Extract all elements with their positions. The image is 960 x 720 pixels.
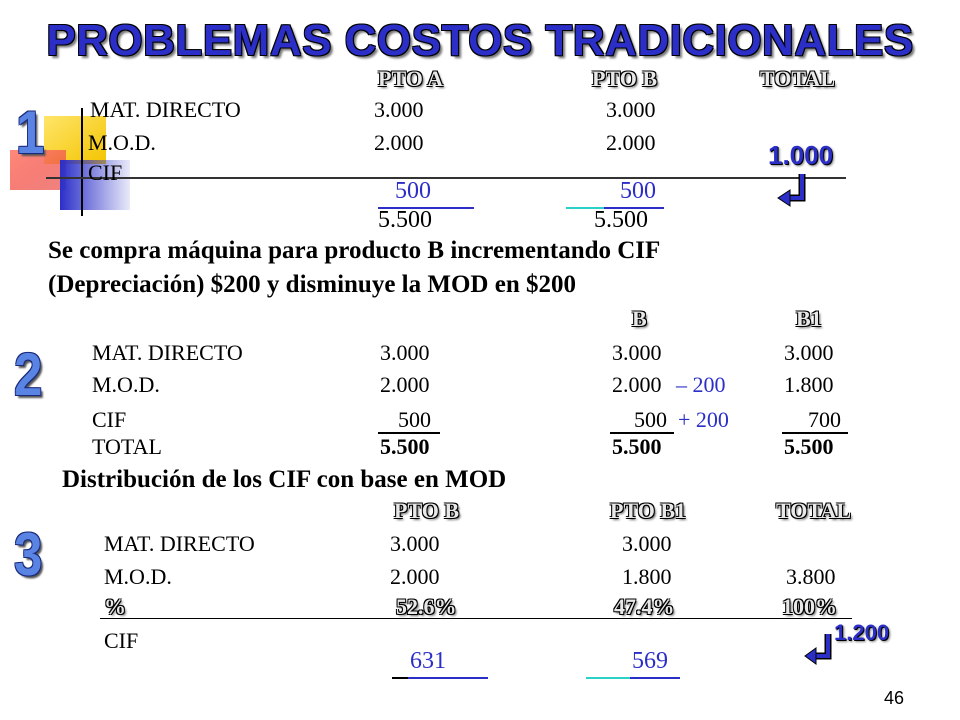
row2-label-total: TOTAL	[92, 434, 162, 459]
value2-cif-adjustment: + 200	[678, 407, 729, 432]
cif3-underline-b	[408, 677, 488, 679]
row-label-cif: CIF	[88, 160, 123, 185]
value2-b1-cif: 700	[808, 407, 841, 432]
value2-c1-total: 5.500	[380, 434, 430, 459]
value-pto-b-cif: 500	[620, 178, 656, 204]
total-pto-a: 5.500	[378, 207, 432, 233]
value3-total-mod: 3.800	[786, 564, 836, 589]
header-pto-b: PTO B	[592, 66, 658, 91]
value3-b-mat: 3.000	[390, 531, 440, 556]
value2-c1-mod: 2.000	[380, 372, 430, 397]
row3-label-cif: CIF	[104, 628, 139, 653]
row3-label-mod: M.O.D.	[104, 564, 172, 589]
step-number-2: 2	[14, 341, 43, 408]
value3-b1-mod: 1.800	[622, 564, 672, 589]
value-pto-b-mod: 2.000	[606, 130, 656, 155]
value2-c1-cif: 500	[398, 407, 431, 432]
row2-label-cif: CIF	[92, 407, 127, 432]
step-number-3: 3	[14, 521, 43, 588]
cif-total-callout: 1.000	[768, 140, 834, 170]
total-pto-b: 5.500	[594, 207, 648, 233]
row3-label-mat-directo: MAT. DIRECTO	[104, 531, 255, 556]
row2-label-mod: M.O.D.	[92, 372, 160, 397]
section-divider-line	[46, 177, 846, 179]
return-arrow-icon-2	[804, 632, 838, 670]
header-b: B	[632, 306, 647, 331]
value2-b1-mod: 1.800	[784, 372, 834, 397]
value2-mod-adjustment: – 200	[676, 372, 726, 397]
cif3-underline-b-black	[392, 677, 408, 679]
value3-total-percent: 100%	[782, 594, 837, 619]
header-pto-a: PTO A	[378, 66, 444, 91]
value3-b-mod: 2.000	[390, 564, 440, 589]
value2-c1-mat: 3.000	[380, 340, 430, 365]
row3-label-percent: %	[104, 594, 126, 619]
value2-b-total: 5.500	[612, 434, 662, 459]
value2-b-cif: 500	[634, 407, 667, 432]
value2-b-mat: 3.000	[612, 340, 662, 365]
cif3-underline-b1-teal	[586, 677, 630, 679]
value3-b1-percent: 47.4%	[614, 594, 675, 619]
page-number: 46	[884, 688, 905, 708]
value3-b1-mat: 3.000	[622, 531, 672, 556]
value2-b-mod: 2.000	[612, 372, 662, 397]
page-title: PROBLEMAS COSTOS TRADICIONALES	[46, 16, 914, 65]
value-pto-a-cif: 500	[395, 178, 431, 204]
percent-underline	[100, 618, 852, 619]
value3-b1-cif: 569	[632, 648, 668, 674]
header3-pto-b1: PTO B1	[610, 498, 687, 523]
cif3-underline-b1	[630, 677, 680, 679]
value-pto-a-mat: 3.000	[374, 97, 424, 122]
row2-label-mat-directo: MAT. DIRECTO	[92, 340, 243, 365]
return-arrow-icon	[776, 172, 812, 212]
value2-b1-total: 5.500	[784, 434, 834, 459]
narrative-line-2: (Depreciación) $200 y disminuye la MOD en $200	[48, 271, 576, 298]
cif3-total-callout: 1.200	[834, 620, 890, 645]
header-total: TOTAL	[760, 66, 835, 91]
value2-b1-mat: 3.000	[784, 340, 834, 365]
row-label-mod: M.O.D.	[88, 130, 156, 155]
section3-subtitle: Distribución de los CIF con base en MOD	[62, 466, 507, 493]
value-pto-a-mod: 2.000	[374, 130, 424, 155]
row-label-mat-directo: MAT. DIRECTO	[90, 97, 241, 122]
step-number-1: 1	[16, 99, 45, 166]
value3-b-cif: 631	[410, 648, 446, 674]
header3-pto-b: PTO B	[394, 498, 460, 523]
value-pto-b-mat: 3.000	[606, 97, 656, 122]
header-b1: B1	[796, 306, 822, 331]
value3-b-percent: 52.6%	[396, 594, 457, 619]
header3-total: TOTAL	[776, 498, 851, 523]
narrative-line-1: Se compra máquina para producto B incrementando CIF	[48, 237, 661, 264]
